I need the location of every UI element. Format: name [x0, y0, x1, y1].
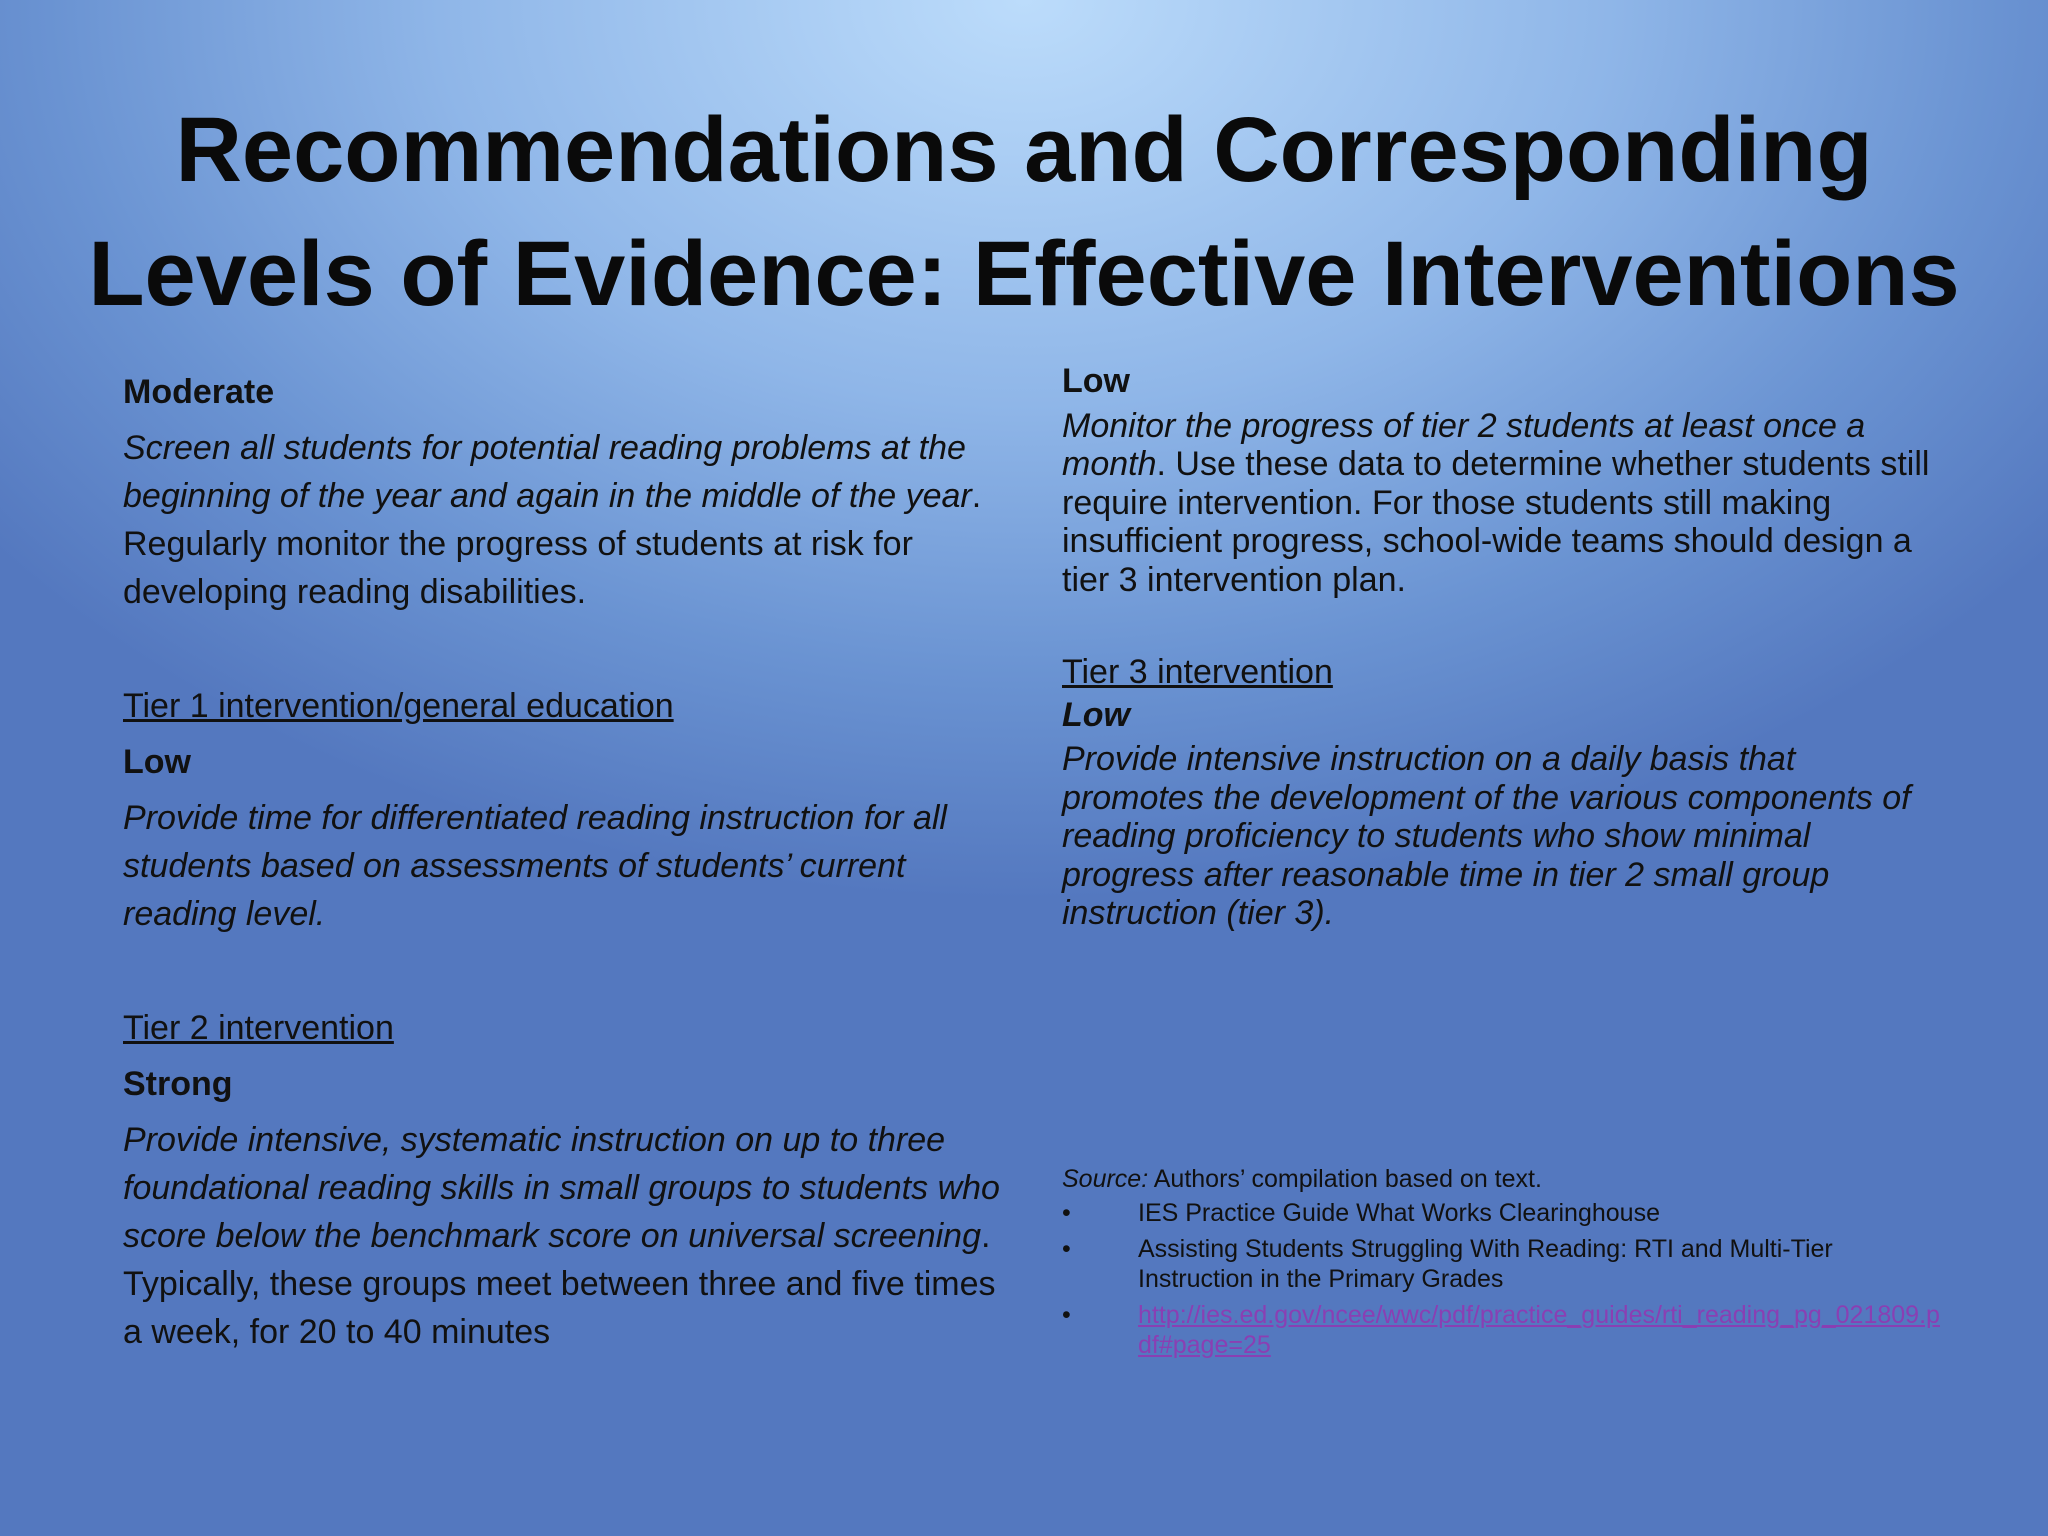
recommendation-screening-italic: Screen all students for potential reading problems at the beginning of the year and again in the middle of the year	[123, 429, 972, 515]
evidence-level-low-tier3: Low	[1062, 695, 1130, 734]
tier-3-section	[1062, 653, 1942, 933]
tier-2-normal: . Typically, these groups meet between three and five times a week, for 20 to 40 minutes	[123, 1217, 996, 1351]
evidence-level-low-monitor: Low	[1062, 362, 1130, 400]
source-list-item	[1062, 1234, 1942, 1294]
source-line	[1062, 1164, 1942, 1194]
tier-1-heading: Tier 1 intervention/general education	[123, 687, 674, 725]
tier-2-heading: Tier 2 intervention	[123, 1009, 394, 1047]
recommendation-monitor-normal: . Use these data to determine whether students still require intervention. For those students still making insufficient progress, school-wide teams should design a tier 3 intervention plan.	[1062, 445, 1930, 599]
tier-1-section	[123, 682, 1003, 938]
source-item-text: Assisting Students Struggling With Reading: RTI and Multi-Tier Instruction in the Primary Grades	[1138, 1235, 1833, 1293]
source-list	[1062, 1198, 1942, 1360]
evidence-level-low-tier1: Low	[123, 743, 191, 781]
slide-title-line-1: Recommendations and Corresponding	[175, 99, 1873, 201]
tier-3-text: Provide intensive instruction on a daily basis that promotes the development of the various components of reading proficiency to students who show minimal progress after reasonable time in tier 2 small group instruction (tier 3).	[1062, 740, 1911, 932]
tier-1-text: Provide time for differentiated reading instruction for all students based on assessments of students’ current reading level.	[123, 799, 947, 933]
source-text: Authors’ compilation based on text.	[1148, 1165, 1542, 1193]
evidence-level-moderate: Moderate	[123, 373, 275, 411]
recommendation-monitor	[1062, 362, 1942, 599]
right-column	[1062, 362, 1942, 933]
recommendation-monitor-italic: Monitor the progress of tier 2 students at least once a month	[1062, 406, 1866, 483]
left-column	[123, 368, 1003, 1356]
recommendation-screening	[123, 368, 1003, 616]
recommendation-monitor-text	[1062, 407, 1942, 600]
tier-3-heading: Tier 3 intervention	[1062, 653, 1333, 691]
bullet-icon: •	[1062, 1235, 1071, 1263]
source-item-text: IES Practice Guide What Works Clearinghouse	[1138, 1199, 1660, 1227]
slide-title	[0, 88, 2048, 336]
recommendation-screening-text	[123, 424, 1003, 616]
evidence-level-strong: Strong	[123, 1065, 233, 1103]
recommendation-screening-normal: . Regularly monitor the progress of students at risk for developing reading disabilities.	[123, 477, 982, 611]
tier-2-text	[123, 1116, 1003, 1356]
source-list-item	[1062, 1300, 1942, 1360]
source-list-item	[1062, 1198, 1942, 1228]
slide-title-line-2: Levels of Evidence: Effective Interventions	[88, 223, 1960, 325]
source-block	[1062, 1164, 1942, 1366]
tier-2-italic: Provide intensive, systematic instruction on up to three foundational reading skills in small groups to students who score below the benchmark score on universal screening	[123, 1121, 1000, 1255]
tier-2-section	[123, 1004, 1003, 1356]
bullet-icon: •	[1062, 1301, 1071, 1329]
source-label: Source:	[1062, 1165, 1149, 1193]
source-link[interactable]: http://ies.ed.gov/ncee/wwc/pdf/practice_guides/rti_reading_pg_021809.pdf#page=25	[1138, 1301, 1940, 1359]
bullet-icon: •	[1062, 1199, 1071, 1227]
